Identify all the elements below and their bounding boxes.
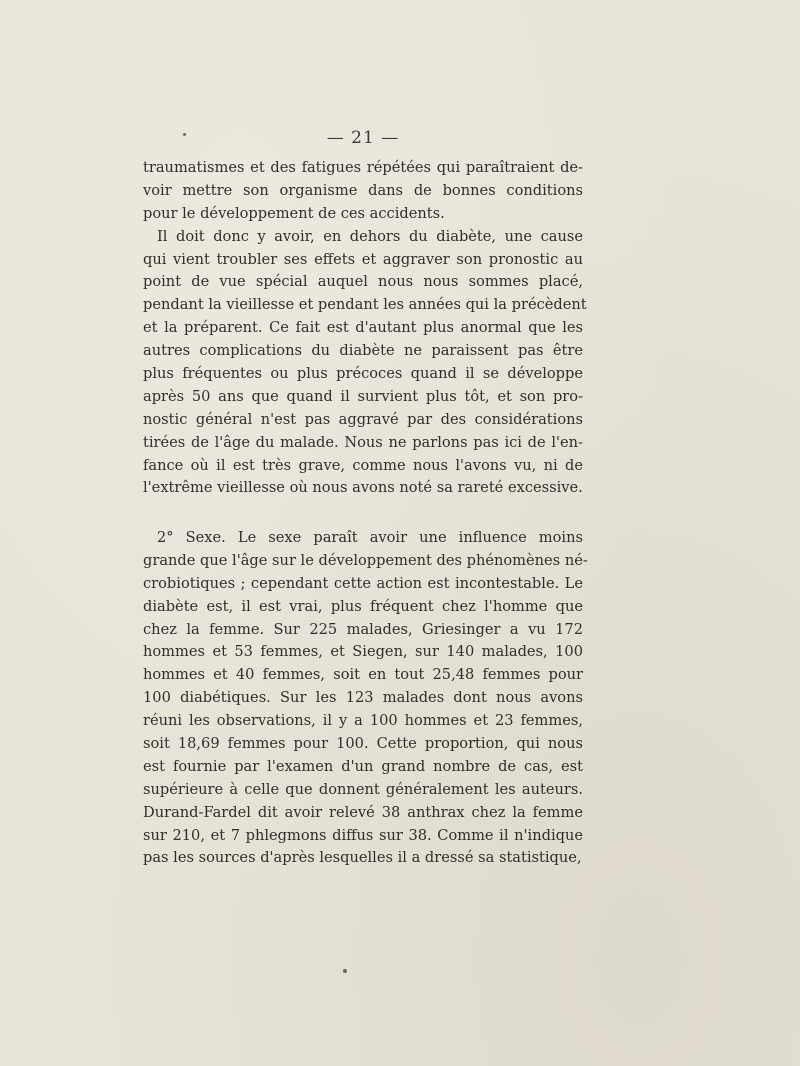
text-line: hommes et 40 femmes, soit en tout 25,48 femmes pour: [143, 666, 583, 684]
text-line: 2° Sexe. Le sexe paraît avoir une influence moins: [157, 529, 583, 546]
text-line: pour le développement de ces accidents.: [143, 204, 445, 222]
text-line: soit 18,69 femmes pour 100. Cette proportion, qui nous: [143, 735, 583, 753]
text-line: et la préparent. Ce fait est d'autant plus anormal que les: [143, 319, 583, 337]
text-block-upper: [143, 157, 587, 500]
text-line: grande que l'âge sur le développement des phénomènes né-: [143, 551, 588, 569]
text-line: autres complications du diabète ne paraissent pas être: [143, 342, 583, 360]
text-line: après 50 ans que quand il survient plus tôt, et son pro-: [143, 387, 583, 405]
text-line: supérieure à celle que donnent généralement les auteurs.: [143, 780, 583, 798]
text-line: fance où il est très grave, comme nous l'avons vu, ni de: [143, 456, 583, 474]
text-line: l'extrême vieillesse où nous avons noté sa rareté excessive.: [143, 479, 583, 497]
text-line: crobiotiques ; cependant cette action est incontestable. Le: [143, 574, 583, 592]
text-line: sur 210, et 7 phlegmons diffus sur 38. Comme il n'indique: [143, 826, 583, 844]
text-line: réuni les observations, il y a 100 hommes et 23 femmes,: [143, 712, 583, 730]
text-line: diabète est, il est vrai, plus fréquent chez l'homme que: [143, 597, 583, 615]
page-number: — 21 —: [326, 128, 400, 148]
text-line: Il doit donc y avoir, en dehors du diabète, une cause: [157, 227, 583, 245]
text-line: nostic général n'est pas aggravé par des considérations: [143, 410, 583, 428]
text-line: traumatismes et des fatigues répétées qui paraîtraient de-: [143, 159, 583, 176]
text-line: voir mettre son organisme dans de bonnes conditions: [143, 181, 583, 199]
text-line: pas les sources d'après lesquelles il a dressé sa statistique,: [143, 849, 582, 867]
text-line: point de vue spécial auquel nous nous sommes placé,: [143, 273, 583, 291]
text-line: hommes et 53 femmes, et Siegen, sur 140 malades, 100: [143, 643, 583, 661]
text-line: qui vient troubler ses effets et aggraver son pronostic au: [143, 250, 583, 268]
text-line: est fournie par l'examen d'un grand nombre de cas, est: [143, 757, 583, 775]
text-line: tirées de l'âge du malade. Nous ne parlons pas ici de l'en-: [143, 433, 583, 451]
text-line: pendant la vieillesse et pendant les années qui la précèdent: [143, 296, 587, 314]
text-line: 100 diabétiques. Sur les 123 malades dont nous avons: [143, 689, 583, 707]
text-line: Durand-Fardel dit avoir relevé 38 anthrax chez la femme: [143, 803, 583, 821]
paper-speck: [183, 133, 186, 136]
text-block-lower: [143, 527, 588, 870]
paper-speck: [343, 969, 347, 973]
text-line: chez la femme. Sur 225 malades, Griesinger a vu 172: [143, 620, 583, 638]
text-line: plus fréquentes ou plus précoces quand il se développe: [143, 365, 583, 383]
